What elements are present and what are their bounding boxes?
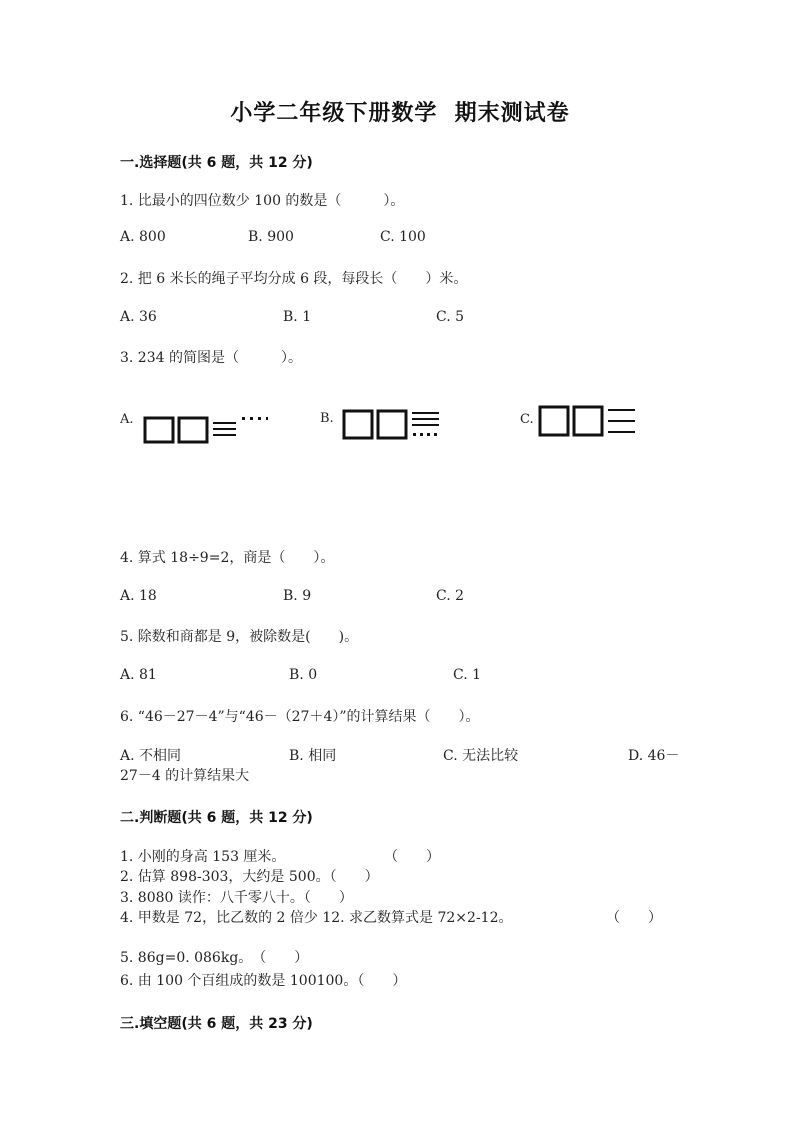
question-6: 6. “46－27－4”与“46－（27＋4）”的计算结果（ ）。 <box>120 709 480 725</box>
unit-dot-2 <box>420 433 423 436</box>
hundred-square-2 <box>378 411 406 438</box>
q5-option-b: B. 0 <box>289 667 318 683</box>
q3-option-b-diagram <box>341 406 441 442</box>
page-title: 小学二年级下册数学 期末测试卷 <box>230 101 570 126</box>
hundred-square-2 <box>574 407 602 435</box>
tf-item-1: 1. 小刚的身高 153 厘米。 <box>120 849 286 865</box>
q2-option-b: B. 1 <box>283 309 312 325</box>
unit-dot-3 <box>258 417 261 420</box>
tf-item-4-bracket: （ ） <box>606 910 662 926</box>
q5-option-a: A. 81 <box>120 667 157 683</box>
q3-option-a-diagram <box>142 412 268 446</box>
unit-dot-4 <box>434 433 437 436</box>
q3-option-a-label: A. <box>120 412 134 427</box>
hundred-square-1 <box>344 411 372 438</box>
question-1: 1. 比最小的四位数少 100 的数是（ ）。 <box>120 193 405 209</box>
q6-option-c: C. 无法比较 <box>443 748 519 764</box>
q2-option-c: C. 5 <box>436 309 465 325</box>
hundred-square-2 <box>179 418 207 442</box>
q6-option-b: B. 相同 <box>289 748 337 764</box>
tf-item-4: 4. 甲数是 72，比乙数的 2 倍少 12. 求乙数算式是 72×2-12。 <box>120 910 513 926</box>
q4-option-c: C. 2 <box>436 588 465 604</box>
q6-option-d-continued: 27－4 的计算结果大 <box>120 768 250 784</box>
question-4: 4. 算式 18÷9=2，商是（ ）。 <box>120 550 335 566</box>
q1-option-c: C. 100 <box>380 229 426 245</box>
q6-option-a: A. 不相同 <box>120 748 182 764</box>
section-heading-choice: 一.选择题(共 6 题，共 12 分) <box>120 155 313 171</box>
q3-option-b-label: B. <box>320 411 334 426</box>
q1-option-a: A. 800 <box>120 229 166 245</box>
hundred-square-1 <box>145 418 173 442</box>
question-3: 3. 234 的简图是（ ）。 <box>120 350 302 366</box>
q4-option-b: B. 9 <box>283 588 312 604</box>
q1-option-b: B. 900 <box>248 229 294 245</box>
unit-dot-4 <box>266 417 268 420</box>
tf-item-1-bracket: （ ） <box>384 849 440 865</box>
question-2: 2. 把 6 米长的绳子平均分成 6 段，每段长（ ）米。 <box>120 271 468 287</box>
q3-option-c-label: C. <box>520 412 534 427</box>
q5-option-c: C. 1 <box>453 667 482 683</box>
section-heading-fill-blank: 三.填空题(共 6 题，共 23 分) <box>120 1016 313 1032</box>
tf-item-3: 3. 8080 读作：八千零八十。（ ） <box>120 890 353 906</box>
question-5: 5. 除数和商都是 9，被除数是( )。 <box>120 629 359 645</box>
q2-option-a: A. 36 <box>120 309 157 325</box>
unit-dot-1 <box>242 417 245 420</box>
tf-item-5: 5. 86g=0. 086kg。 （ ） <box>120 950 309 966</box>
unit-dot-2 <box>250 417 253 420</box>
q6-option-d: D. 46－ <box>628 748 680 764</box>
tf-item-2: 2. 估算 898-303，大约是 500。（ ） <box>120 869 379 885</box>
unit-dot-1 <box>413 433 416 436</box>
tf-item-6: 6. 由 100 个百组成的数是 100100。（ ） <box>120 973 407 989</box>
unit-dot-3 <box>427 433 430 436</box>
section-heading-true-false: 二.判断题(共 6 题，共 12 分) <box>120 810 313 826</box>
q3-option-c-diagram <box>537 403 637 439</box>
q4-option-a: A. 18 <box>120 588 157 604</box>
hundred-square-1 <box>540 407 568 435</box>
